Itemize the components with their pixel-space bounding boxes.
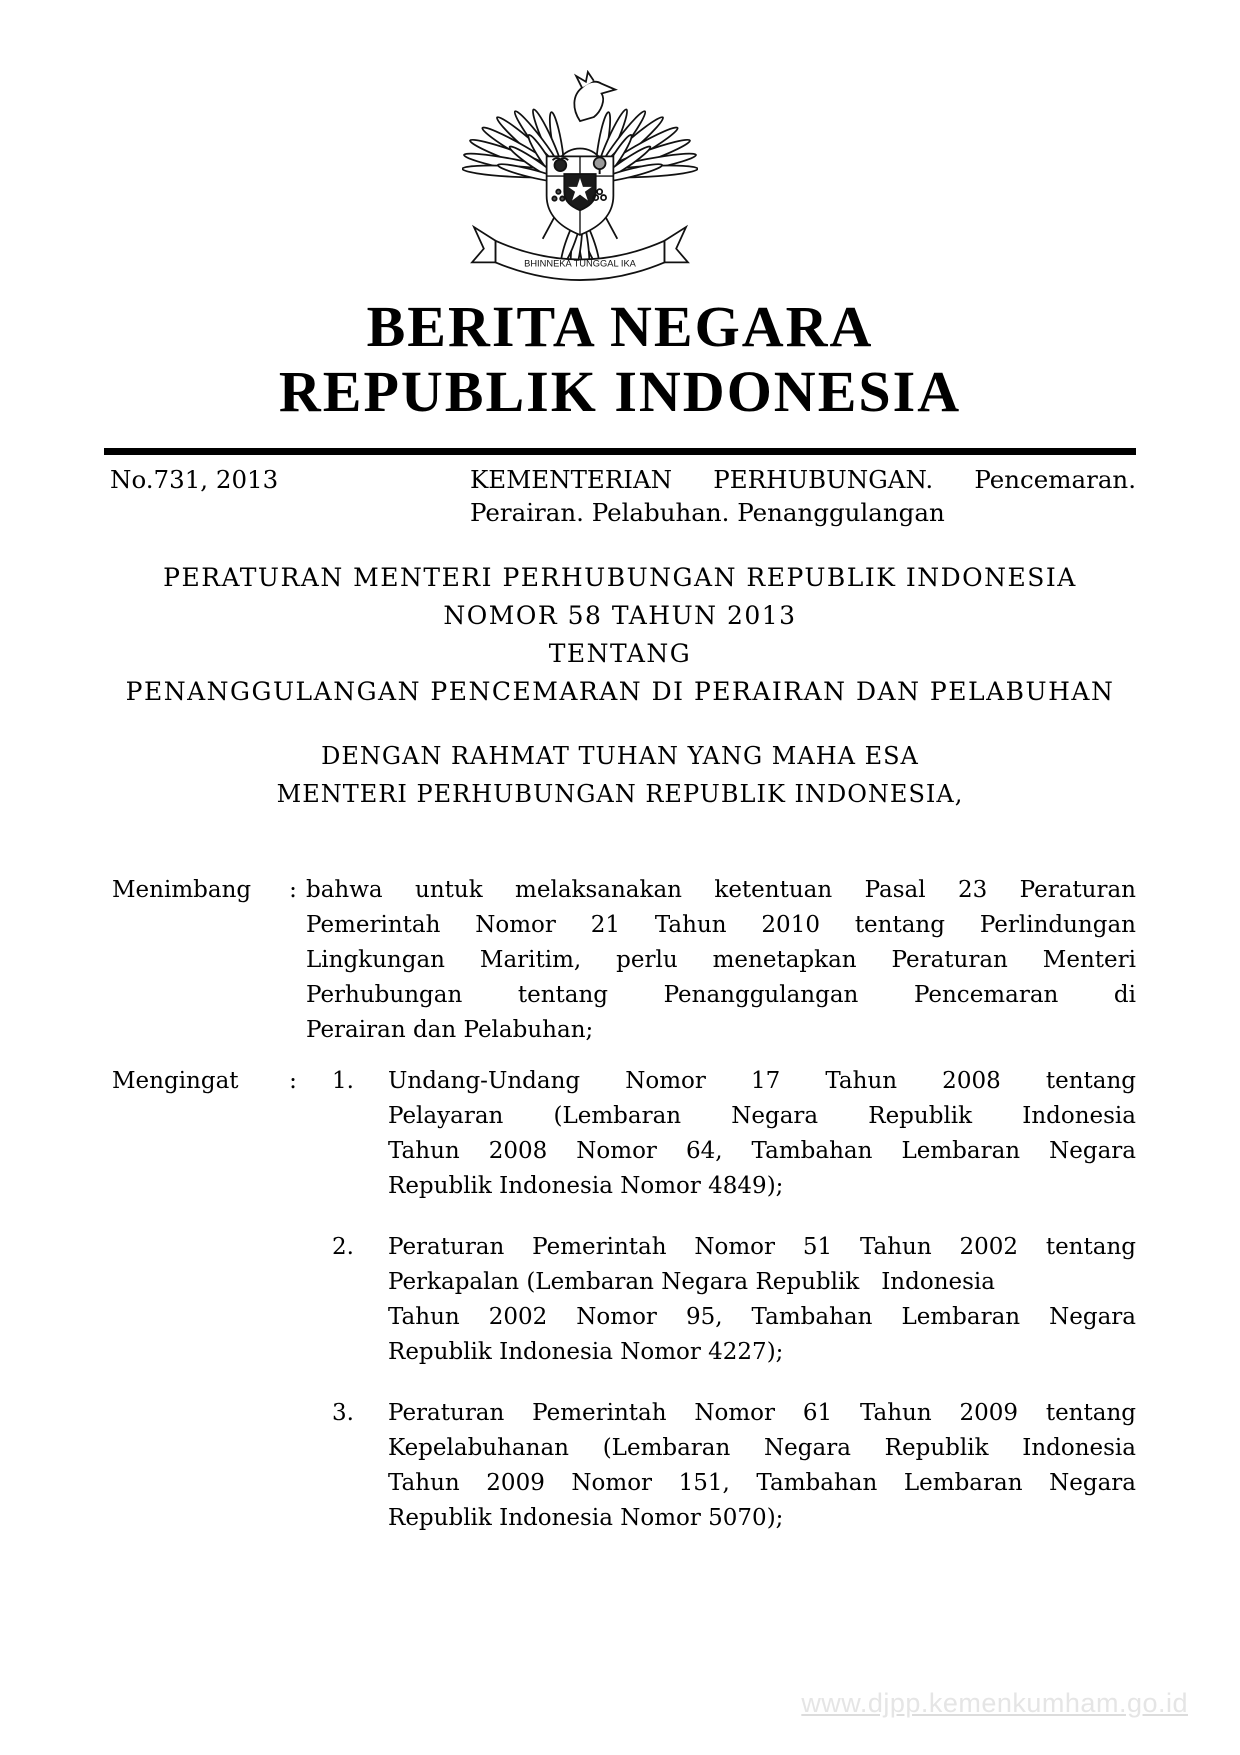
body-line: bahwa untuk melaksanakan ketentuan Pasal 23 Peraturan — [306, 877, 1136, 903]
body-line: Tahun 2002 Nomor 95, Tambahan Lembaran Negara — [388, 1304, 1136, 1330]
masthead-line-1: BERITA NEGARA — [366, 294, 874, 359]
list-item — [332, 1230, 1136, 1370]
garuda-pancasila-icon — [462, 70, 698, 284]
menimbang-section — [0, 873, 1240, 1048]
list-item-number: 3. — [332, 1400, 354, 1426]
list-item-number: 1. — [332, 1068, 354, 1094]
regulation-title-line: PERATURAN MENTERI PERHUBUNGAN REPUBLIK INDONESIA — [163, 563, 1077, 592]
gazette-subject-line: KEMENTERIAN PERHUBUNGAN. Pencemaran. — [470, 465, 1136, 494]
gazette-info-row — [0, 455, 1240, 529]
body-line: Tahun 2008 Nomor 64, Tambahan Lembaran Negara — [388, 1138, 1136, 1164]
menimbang-label: Menimbang — [112, 877, 252, 903]
body-line: Tahun 2009 Nomor 151, Tambahan Lembaran Negara — [388, 1470, 1136, 1496]
masthead-line-2: REPUBLIK INDONESIA — [278, 359, 962, 424]
body-line: Republik Indonesia Nomor 4849); — [388, 1173, 784, 1199]
list-item-body — [388, 1230, 1136, 1370]
garuda-pancasila-emblem — [0, 0, 1240, 284]
body-line: Kepelabuhanan (Lembaran Negara Republik Indonesia — [388, 1435, 1136, 1461]
body-line: Pelayaran (Lembaran Negara Republik Indonesia — [388, 1103, 1136, 1129]
list-item-number: 2. — [332, 1234, 354, 1260]
body-line: Republik Indonesia Nomor 4227); — [388, 1339, 784, 1365]
body-line: Pemerintah Nomor 21 Tahun 2010 tentang Perlindungan — [306, 912, 1136, 938]
menimbang-body — [306, 873, 1136, 1048]
regulation-tentang-line: TENTANG — [548, 639, 692, 668]
body-line: Peraturan Pemerintah Nomor 51 Tahun 2002 tentang — [388, 1234, 1136, 1260]
mengingat-colon: : — [289, 1068, 297, 1094]
body-line: Lingkungan Maritim, perlu menetapkan Peraturan Menteri — [306, 947, 1136, 973]
menimbang-colon: : — [289, 877, 297, 903]
list-item-body — [388, 1396, 1136, 1536]
body-line: Republik Indonesia Nomor 5070); — [388, 1505, 784, 1531]
mengingat-section — [0, 1064, 1240, 1536]
regulation-title — [0, 559, 1240, 711]
invocation-line: MENTERI PERHUBUNGAN REPUBLIK INDONESIA, — [276, 780, 964, 808]
mengingat-label: Mengingat — [112, 1068, 239, 1094]
body-line: Perkapalan (Lembaran Negara Republik Indonesia — [388, 1269, 995, 1295]
body-line: Perairan dan Pelabuhan; — [306, 1017, 594, 1043]
emblem-motto-text: BHINNEKA TUNGGAL IKA — [524, 258, 636, 269]
gazette-subject-line: Perairan. Pelabuhan. Penanggulangan — [470, 498, 945, 527]
mengingat-list — [306, 1064, 1136, 1536]
invocation-line: DENGAN RAHMAT TUHAN YANG MAHA ESA — [321, 742, 919, 770]
body-line: Undang-Undang Nomor 17 Tahun 2008 tentang — [388, 1068, 1136, 1094]
watermark-url: www.djpp.kemenkumham.go.id — [801, 1688, 1188, 1718]
invocation — [0, 737, 1240, 813]
body-line: Peraturan Pemerintah Nomor 61 Tahun 2009 tentang — [388, 1400, 1136, 1426]
gazette-number: No.731, 2013 — [110, 465, 279, 494]
regulation-subject-line: PENANGGULANGAN PENCEMARAN DI PERAIRAN DAN PELABUHAN — [125, 677, 1115, 706]
body-line: Perhubungan tentang Penanggulangan Pencemaran di — [306, 982, 1136, 1008]
list-item — [332, 1064, 1136, 1204]
regulation-number-line: NOMOR 58 TAHUN 2013 — [443, 601, 797, 630]
list-item — [332, 1396, 1136, 1536]
masthead-rule — [104, 448, 1136, 455]
masthead-title — [0, 294, 1240, 424]
list-item-body — [388, 1064, 1136, 1204]
gazette-subject — [470, 463, 1136, 529]
